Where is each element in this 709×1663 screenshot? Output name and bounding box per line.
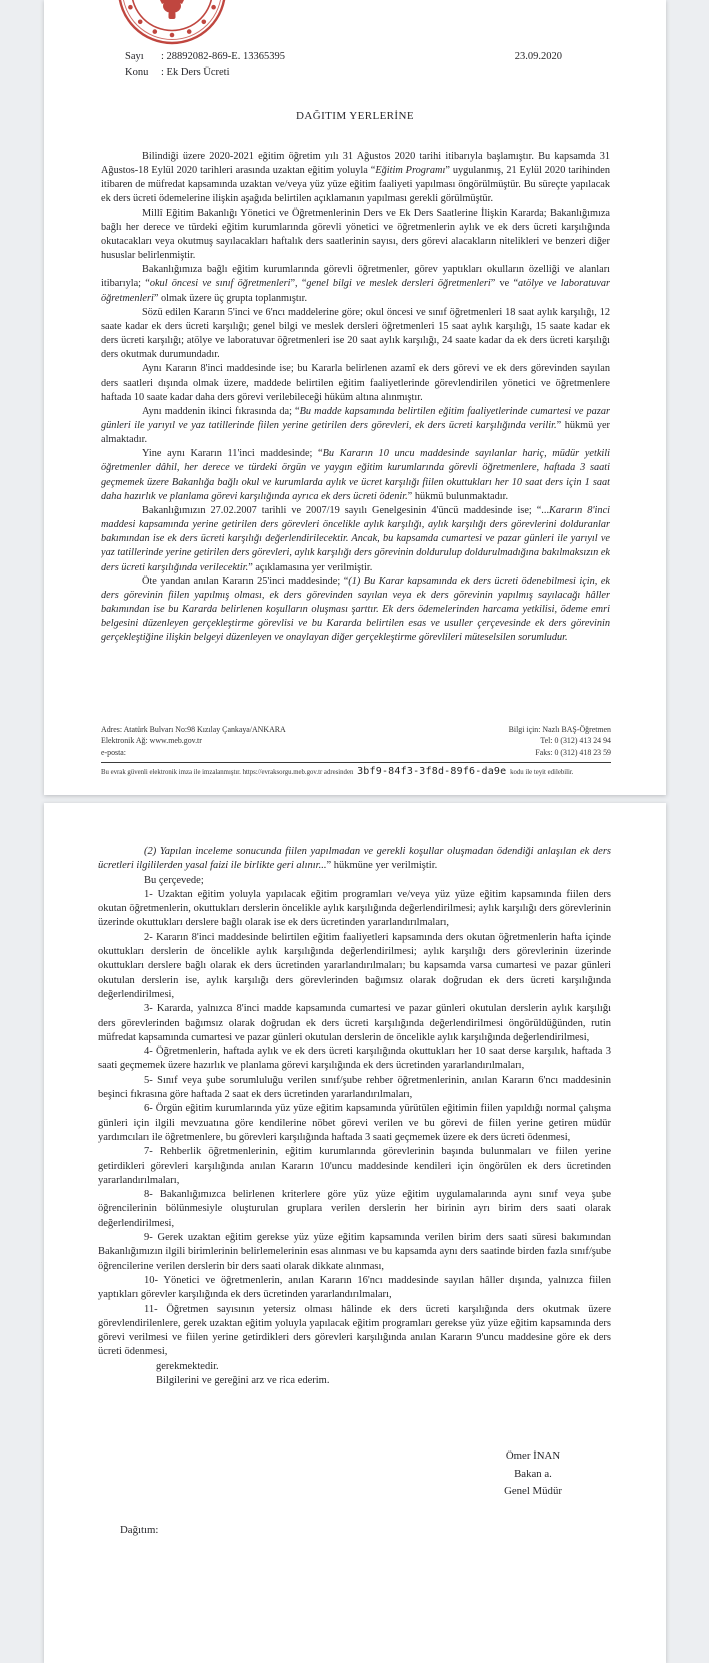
footer-line: Faks: 0 (312) 418 23 59 xyxy=(535,747,611,757)
signature-block xyxy=(463,1448,603,1501)
paragraph: 10- Yönetici ve öğretmenlerin, anılan Kararın 16'ncı maddesinde sayılan hâller dışında, yalnızca fiilen yaptıkları görevler karşılığında ek ders ücretinden yararlandırılmaları, xyxy=(98,1274,611,1301)
signature-name: Ömer İNAN xyxy=(505,1450,561,1462)
paragraph: 5- Sınıf veya şube sorumluluğu verilen sınıf/şube rehber öğretmenlerinin, anılan Kararın 6'ncı maddesinin beşinci fıkrasına göre haftada 2 saat ek ders ücretinden yararlandırılmaları, xyxy=(98,1074,611,1101)
footer-line: Tel: 0 (312) 413 24 94 xyxy=(540,736,611,746)
verification-line xyxy=(101,762,611,778)
paragraph: 6- Örgün eğitim kurumlarında yüz yüze eğitim kapsamında yürütülen eğitimin fiilen yapıldığı normal çalışma günleri için ilgili mevzuatına göre kendilerine nöbet görevi verilen ve bu görevi de fiilen yerine getiren müdür yardımcıları ile öğretmenlere, bu görevleri karşılığında haftada 3 saati geçmemek üzere ek ders ücreti ödenmesi, xyxy=(98,1103,611,1143)
paragraph: Bilgilerini ve gereğini arz ve rica ederim. xyxy=(156,1374,330,1386)
paragraph: 11- Öğretmen sayısının yetersiz olması hâlinde ek ders ücreti karşılığında ders okutmak üzere görevlendirilenlere, gerek uzaktan eğitim yoluyla yapılacak eğitim programları gerekse yüz yüze eğitim kapsamında ders görevi verilmesi ve fiilen yerine getirdikleri ders görevleri karşılığında anılan Kararın 9'uncu maddesine göre ek ders ücreti ödenmesi, xyxy=(98,1303,611,1358)
konu-label: Konu xyxy=(125,67,149,78)
sayi-label: Sayı xyxy=(125,51,144,62)
footer-line: Adres: Atatürk Bulvarı No:98 Kızılay Çankaya/ANKARA xyxy=(101,725,286,734)
meb-seal-icon xyxy=(116,0,228,46)
paragraph: 1- Uzaktan eğitim yoluyla yapılacak eğitim programları ve/veya yüz yüze eğitim kapsamında fiilen ders okutan öğretmenlerin, okuttukları derslerin öncelikle aylık karşılığında değerlendirilmesi; aylık karşılığı ders görevlerinin üzerinde okuttukları derslere bağlı olarak ise ek ders ücretinden yararlandırılmaları, xyxy=(98,888,611,929)
document-heading: DAĞITIM YERLERİNE xyxy=(296,110,414,122)
paragraph: Bakanlığımızın 27.02.2007 tarihli ve 2007/19 sayılı Genelgesinin 4'üncü maddesinde ise; “...Kararın 8'inci maddesi kapsamında yerine getirilen ders görevleri öncelikle aylık karşılığı, aylık karşılığı ders görevlerini dolduranlar bakımından ise ek ders ücreti karşılığı değerlendirilecektir. Ancak, bu kapsamda cumartesi ve pazar günleri ile yarıyıl ve yaz tatillerinde yerine getirilen ders görevleri, aylık karşılığı ders görevinin doldurulup doldurulmadığına bakılmaksızın ek ders ücreti karşılığında verilecektir.” açıklamasına yer verilmiştir. xyxy=(101,504,610,573)
paragraph: Millî Eğitim Bakanlığı Yönetici ve Öğretmenlerinin Ders ve Ek Ders Saatlerine İlişkin Kararda; Bakanlığımıza bağlı her derece ve türdeki eğitim kurumlarında görevli yönetici ve öğretmenlerin aylık ve ek ders ücreti karşılığında okutacakları veya okutmuş sayılacakları haftalık ders saatlerinin sayısı, ders görevi alacakların nitelikleri ve benzeri diğer hususlar belirlenmiştir. xyxy=(101,207,610,262)
footer-line: e-posta: xyxy=(101,747,126,757)
paragraph: 8- Bakanlığımızca belirlenen kriterlere göre yüz yüze eğitim uygulamalarında aynı sınıf veya şube öğrencilerinin bölünmesiyle oluşturulan gruplara verilen derslerin her birinin ayrı birim ders saati olarak değerlendirilmesi, xyxy=(98,1189,611,1229)
konu-value: : Ek Ders Ücreti xyxy=(161,67,230,78)
sayi-row xyxy=(125,49,285,65)
signature-role: Bakan a. xyxy=(514,1467,552,1480)
paragraph: Aynı maddenin ikinci fıkrasında da; “Bu madde kapsamında belirtilen eğitim faaliyetlerinde cumartesi ve pazar günleri ile yarıyıl ve yaz tatillerinde fiilen yerine getirilen ders görevleri, ek ders ücreti karşılığında verilir.” hükmü yer almaktadır. xyxy=(101,405,610,446)
document-date: 23.09.2020 xyxy=(514,51,562,62)
paragraph: Bakanlığımıza bağlı eğitim kurumlarında görevli öğretmenler, görev yaptıkları okulların özelliği ve alanları itibarıyla; “okul öncesi ve sınıf öğretmenleri”, “genel bilgi ve meslek dersleri öğretmenleri” ve “atölye ve laboratuvar öğretmenleri” olmak üzere üç grupta toplanmıştır. xyxy=(101,264,610,304)
footer-line: Elektronik Ağ: www.meb.gov.tr xyxy=(101,736,202,746)
verify-suffix: kodu ile teyit edilebilir. xyxy=(510,769,574,777)
verification-code: 3bf9-84f3-3f8d-89f6-da9e xyxy=(357,766,507,778)
paragraph: 7- Rehberlik öğretmenlerinin, eğitim kurumlarında görevlerinin başında bulunmaları ve fiilen yerine getirdikleri görevleri karşılığında anılan Kararın 10'uncu maddesinde kendileri için öngörülen ek ders ücretinden yararlandırılmaları, xyxy=(98,1146,611,1186)
paragraph: Bu çerçevede; xyxy=(144,874,204,886)
paragraph: 4- Öğretmenlerin, haftada aylık ve ek ders ücreti karşılığında okuttukları her 10 saat derse karşılık, haftada 3 saati geçmemek üzere hazırlık ve planlama görevi karşılığında ek ders ücretinden yararlandırılmaları, xyxy=(98,1046,611,1072)
footer-line: Bilgi için: Nazlı BAŞ-Öğretmen xyxy=(508,725,611,734)
paragraph: 3- Kararda, yalnızca 8'inci madde kapsamında cumartesi ve pazar günleri okutulan derslerin aylık karşılığı ders görevlerinden bağımsız olarak doğrudan ek ders ücreti karşılığında değerlendirilmesi öngörüldüğünden, rutin müfredat kapsamında cumartesi ve pazar günleri okutulan derslerin de öncelikle aylık karşılığında değerlendirilmesi, xyxy=(98,1003,611,1043)
footer-contact xyxy=(509,724,611,758)
page1-footer xyxy=(101,724,611,779)
paragraph: Bilindiği üzere 2020-2021 eğitim öğretim yılı 31 Ağustos 2020 tarihi itibarıyla başlamıştır. Bu kapsamda 31 Ağustos-18 Eylül 2020 tarihleri arasında uzaktan eğitim yoluyla “Eğitim Programı” uygulanmış, 21 Eylül 2020 tarihinden itibaren de müfredat kapsamında uzaktan ve/veya yüz yüze eğitim faaliyeti yapılması öngörülmüştür. Bu süreçte yapılacak ek ders ücreti ödemelerine ilişkin aşağıda belirtilen açıklamanın yapılması gerekli görülmüştür. xyxy=(101,151,610,205)
paragraph: Aynı Kararın 8'inci maddesinde ise; bu Kararla belirlenen azamî ek ders görevi ve ek ders görevinden sayılan ders saatleri dışında olmak üzere, maddede belirtilen eğitim faaliyetlerinde görevlendirilen yönetici ve öğretmenlere haftada 10 saate kadar daha ders görevi verilebileceği hüküm altına alınmıştır. xyxy=(101,363,610,403)
distribution-label: Dağıtım: xyxy=(120,1524,159,1536)
paragraph: gerekmektedir. xyxy=(156,1360,219,1372)
footer-address xyxy=(101,724,286,758)
page1-body xyxy=(101,150,610,722)
paragraph: 2- Kararın 8'inci maddesinde belirtilen eğitim faaliyetleri kapsamında ders okutan öğretmenlerin hafta içinde okuttukları derslerin de öncelikle aylık karşılığında değerlendirilmesi; aylık karşılığı ders görevlerinin üzerinde okuttukları derslere bağlı olarak ek ders ücretinden yararlandırılmaları; bu kapsamda varsa cumartesi ve pazar günleri okutulan derslerin ise, aylık karşılığı ders görevlerinden bağımsız olarak doğrudan ek ders ücreti karşılığında değerlendirilmesi, xyxy=(98,931,611,1000)
document-page-2 xyxy=(44,803,666,1663)
paragraph: 9- Gerek uzaktan eğitim gerekse yüz yüze eğitim kapsamında verilen birim ders saati süresi bakımından Bakanlığımızın ilgili birimlerinin belirlemelerinin esas alınması ve bu kapsamda aynı ders saatinde birden fazla sınıf/şube öğrencilerine verilen derslerin bir ders saati olarak dikkate alınması, xyxy=(98,1232,611,1272)
verify-prefix: Bu evrak güvenli elektronik imza ile imzalanmıştır. https://evraksorgu.meb.gov.tr adresinden xyxy=(101,769,354,777)
signature-title: Genel Müdür xyxy=(504,1485,562,1497)
paragraph: Sözü edilen Kararın 5'inci ve 6'ncı maddelerine göre; okul öncesi ve sınıf öğretmenleri 18 saat aylık karşılığı, 12 saate kadar ek ders ücreti karşılığı; genel bilgi ve meslek dersleri öğretmenleri 15 saat aylık karşılığı, 15 saate kadar ek ders ücreti karşılığı; atölye ve laboratuvar öğretmenleri ise 20 saat aylık karşılığı, 24 saate kadar da ek ders ücreti karşılığı ders okutmak durumundadır. xyxy=(101,306,610,361)
document-page-1 xyxy=(44,0,666,795)
page2-body xyxy=(98,845,611,1445)
paragraph: (2) Yapılan inceleme sonucunda fiilen yapılmadan ve gerekli koşullar oluşmadan ödendiği anlaşılan ek ders ücretleri ilgililerden yasal faizi ile birlikte geri alınır...” hükmüne yer verilmiştir. xyxy=(98,846,611,872)
document-meta xyxy=(125,49,285,81)
footer-columns xyxy=(101,724,611,758)
konu-row xyxy=(125,65,285,81)
sayi-value: : 28892082-869-E. 13365395 xyxy=(161,51,285,62)
paragraph: Öte yandan anılan Kararın 25'inci maddesinde; “(1) Bu Karar kapsamında ek ders ücreti ödenebilmesi için, ek ders görevinin fiilen yapılmış olması, ek ders görevinden sayılan veya ek ders görevinin yapılmış sayılacağı hâller bakımından ise bu Kararda belirlenen koşulların oluşması şarttır. Ek ders ödemelerinden harcama yetkilisi, ödeme emri belgesini düzenleyen gerçekleştirme görevlisi ve bu Kararda belirtilen esas ve usuller çerçevesinde ek ders görevinin gerçekleştiğine ilişkin belgeyi düzenleyen ve onaylayan diğer gerçekleştirme görevlileri müteselsilen sorumludur. xyxy=(101,575,610,644)
paragraph: Yine aynı Kararın 11'inci maddesinde; “Bu Kararın 10 uncu maddesinde sayılanlar hariç, müdür yetkili öğretmenler dâhil, her derece ve türdeki örgün ve yaygın eğitim kurumlarında görevli öğretmenlere, haftada 3 saati geçmemek üzere Bakanlığa bağlı okul ve kurumlarda aylık ve ücret karşılığı fiilen okuttukları her 10 saat ders için 1 saat daha hazırlık ve planlama görevi karşılığında ayrıca ek ders ücreti ödenir.” hükmü bulunmaktadır. xyxy=(101,448,610,502)
